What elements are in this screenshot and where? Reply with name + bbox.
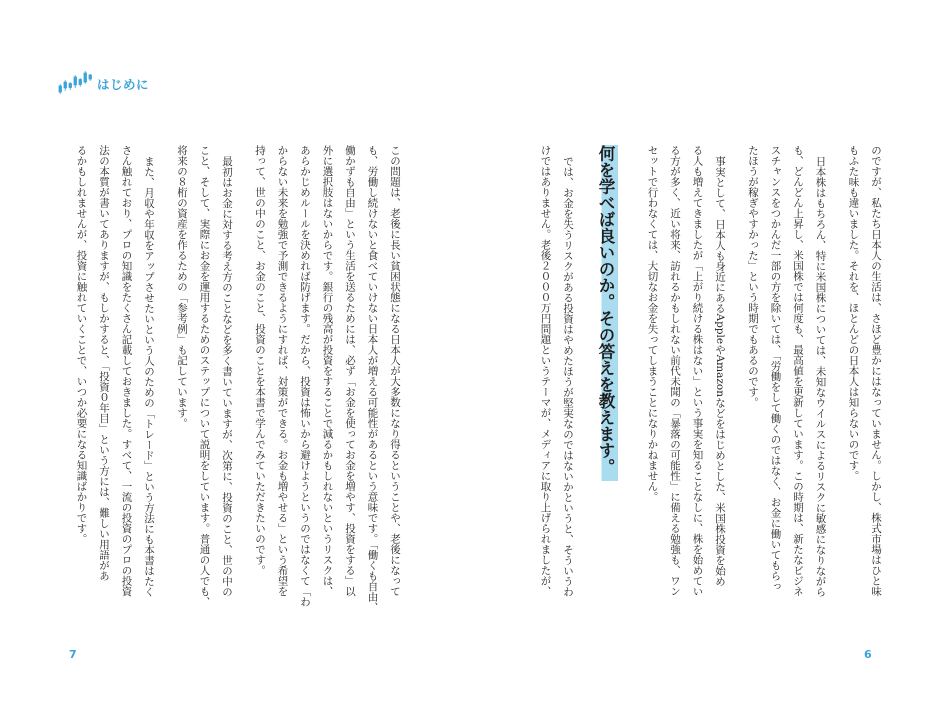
text-line: こと、そして、実際にお金を運用するためのステップについて説明をしています。普通の人でも、: [198, 145, 211, 607]
text-line: セットで行わなくては、大切なお金を失ってしまうことになりかねません。: [646, 145, 659, 502]
text-line: のですが、私たち日本人の生活は、さほど豊かにはなっていません。しかし、株式市場はひと味: [870, 145, 882, 597]
text-line: 持って、世の中のこと、お金のこと、投資のことを本書で学んでみていただきたいのです。: [254, 145, 266, 576]
text-line: スチャンスをつかんだ一部の方を除いては、「労働をして働くのではなく、お金に働いてもらっ: [769, 145, 782, 592]
right-page: [524, 145, 888, 620]
left-page: [60, 145, 407, 620]
text-line: 将来の８桁の資産を作るための「参考例」も記しています。: [176, 145, 188, 429]
text-line: けではありません。老後２０００万円問題というテーマが、メディアに取り上げられましたが、: [539, 145, 552, 597]
paragraph: [70, 145, 160, 620]
text-line: 最初はお金に対する考え方のことなどを多く書いていますが、次第に、投資のこと、世の中の: [221, 155, 233, 597]
text-line: あらかじめルールを決めれば防げます。だから、投資は怖いから避けようというのではなくて「わ: [299, 145, 311, 607]
page-number-left: 7: [69, 648, 77, 661]
text-line: この問題は、老後に長い貧困状態になる日本人が大多数になり得るということや、老後になって: [389, 145, 401, 597]
text-line: 事実として、日本人も身近にあるAppleやAmazonなどをはじめとした、米国株投資を始め: [714, 155, 726, 586]
text-line: もふた味も違いました。それを、ほとんどの日本人は知らないのです。: [847, 145, 860, 481]
page-number-right: 6: [864, 648, 872, 661]
text-line: るかもしれませんが、投資に触れていくことで、いつか必要になる知識ばかりです。: [75, 145, 88, 544]
paragraph: [842, 145, 887, 620]
text-line: る方が多く、近い将来、訪れるかもしれない前代未聞の「暴落の可能性」に備える勉強も、ワン: [669, 145, 681, 597]
paragraph: [742, 145, 832, 620]
text-line: また、月収や年収をアップさせたいという人のための「トレード」という方法にも本書はたく: [143, 155, 155, 597]
text-line: 法の本質が書いてありますが、もしかすると、「投資０年目」という方には、難しい用語があ: [98, 145, 110, 581]
text-line: 働かずも自由」という生活を送るためには、必ず「お金を使ってお金を増やす、投資をする」以: [344, 145, 356, 597]
text-line: も、労働し続けないと食べていけない日本人が増える可能性があるという意味です。「働くも自由、: [366, 145, 379, 613]
text-line: さん触れており、プロの知識をたくさん記載しておきました。すべて、一流の投資のプロの投資: [120, 145, 133, 597]
section-heading: 何を学べば良いのか。その答えを教えます。: [590, 145, 620, 481]
text-line: 日本株はもちろん、特に米国株については、未知なウイルスによるリスクに敏感になりながら: [814, 155, 827, 597]
paragraph: [641, 145, 731, 620]
paragraph: [534, 145, 579, 620]
paragraph: [171, 145, 239, 620]
text-line: では、お金を失うリスクがある投資はやめたほうが堅実なのではないかというと、そういうわ: [562, 155, 574, 597]
text-line: も、どんどん上昇し、米国株では何度も、最高値を更新しています。この時期は、新たなビジネ: [792, 145, 804, 597]
bar-chart-icon: [58, 69, 94, 95]
text-line: 外に選択肢はないからです。銀行の残高が投資をすることで減るかもしれないというリスクは、: [321, 145, 334, 597]
text-line: る人も増えてきましたが「上がり続ける株はない」という事実を知ることなしに、株を始めてい: [691, 145, 704, 597]
chapter-title: はじめに: [97, 77, 150, 92]
text-line: たほうが稼ぎやすかった」という時期でもあるのです。: [747, 145, 759, 408]
text-line: からない未来を勉強で予測できるようにすれば、対策ができる。お金も増やせる」という希望を: [276, 145, 289, 597]
paragraph: [249, 145, 407, 620]
